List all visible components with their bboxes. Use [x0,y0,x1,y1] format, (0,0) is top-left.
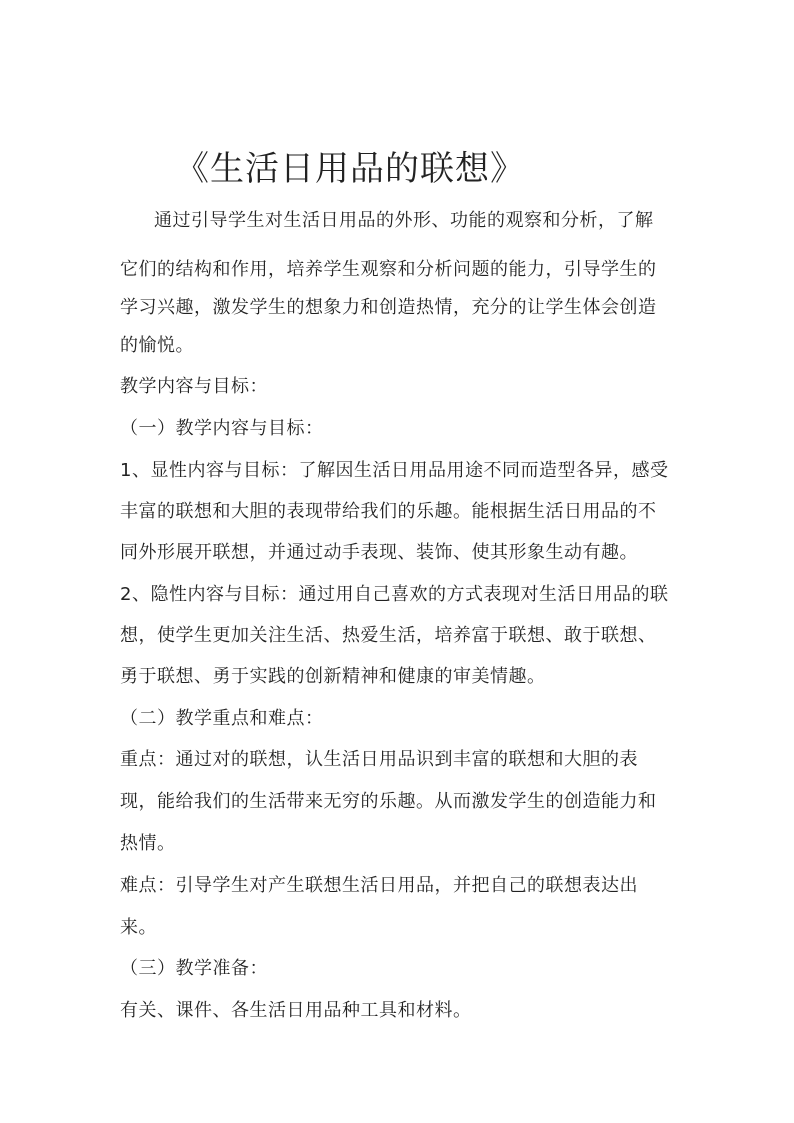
text-line-key-1: 重点：通过对的联想，认生活日用品识到丰富的联想和大胆的表 [120,749,638,770]
text-line-item1-1: 1、显性内容与目标：了解因生活日用品用途不同而造型各异，感受 [120,460,669,481]
text-line-item1-3: 同外形展开联想，并通过动手表现、装饰、使其形象生动有趣。 [120,542,638,563]
text-line-preparation: 有关、课件、各生活日用品种工具和材料。 [120,1000,472,1021]
text-line-key-3: 热情。 [120,833,176,854]
subsection-heading-1: （一）教学内容与目标： [120,418,324,439]
subsection-heading-3: （三）教学准备： [120,958,268,979]
text-line-intro-1: 通过引导学生对生活日用品的外形、功能的观察和分析，了解 [154,210,654,231]
text-line-intro-2: 它们的结构和作用，培养学生观察和分析问题的能力，引导学生的 [120,259,657,280]
text-line-intro-3: 学习兴趣，激发学生的想象力和创造热情，充分的让学生体会创造 [120,297,657,318]
text-line-item2-3: 勇于联想、勇于实践的创新精神和健康的审美情趣。 [120,666,546,687]
document-title: 《生活日用品的联想》 [175,149,525,189]
section-heading-content: 教学内容与目标： [120,376,268,397]
text-line-item2-1: 2、隐性内容与目标：通过用自己喜欢的方式表现对生活日用品的联 [120,584,669,605]
text-line-intro-4: 的愉悦。 [120,335,194,356]
text-line-item1-2: 丰富的联想和大胆的表现带给我们的乐趣。能根据生活日用品的不 [120,501,657,522]
text-line-difficulty-2: 来。 [120,917,157,938]
subsection-heading-2: （二）教学重点和难点： [120,708,324,729]
text-line-item2-2: 想，使学生更加关注生活、热爱生活，培养富于联想、敢于联想、 [120,625,657,646]
text-line-key-2: 现，能给我们的生活带来无穷的乐趣。从而激发学生的创造能力和 [120,791,657,812]
text-line-difficulty-1: 难点：引导学生对产生联想生活日用品，并把自己的联想表达出 [120,875,638,896]
